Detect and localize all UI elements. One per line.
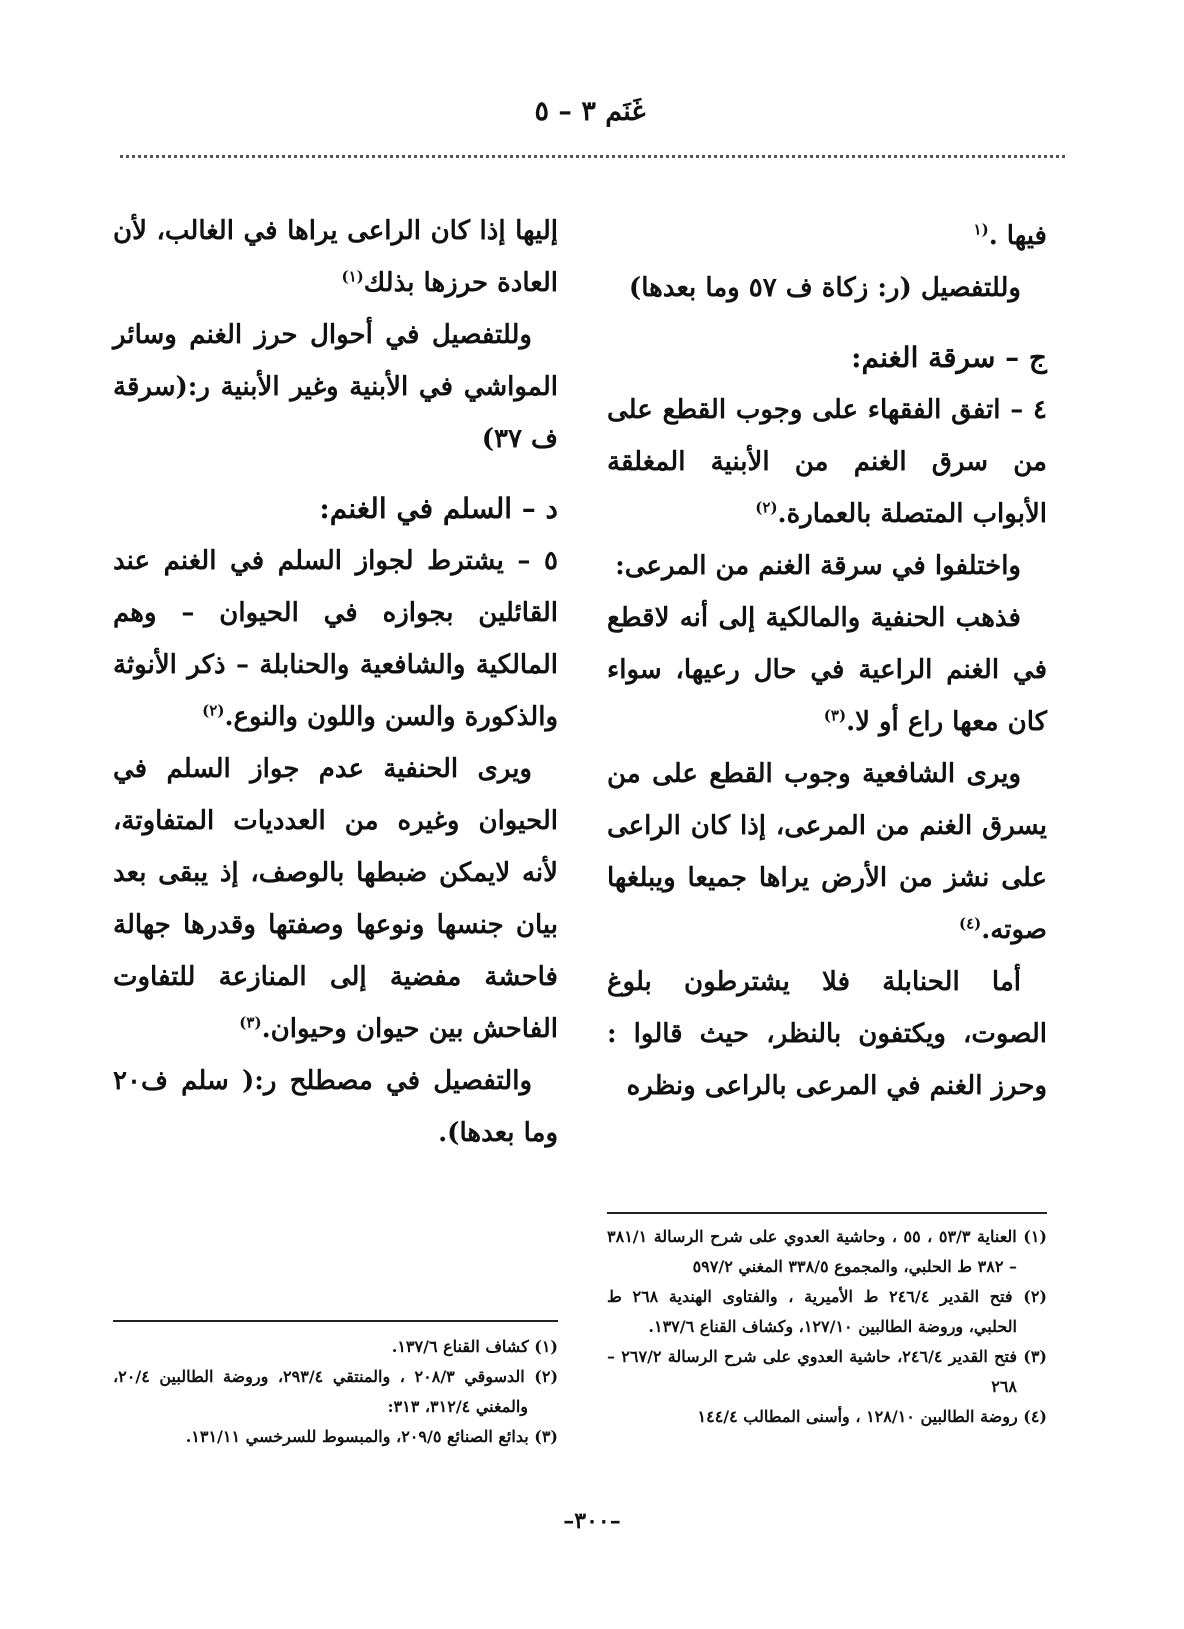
paragraph-text: فذهب الحنفية والمالكية إلى أنه لاقطع في الغنم الراعية في حال رعيها، سواء كان معها راع أو لا.	[607, 603, 1047, 737]
paragraph: أما الحنابلة فلا يشترطون بلوغ الصوت، ويكتفون بالنظر، حيث قالوا : وحرز الغنم في المرعى بالراعى ونظره	[607, 967, 1047, 1101]
paragraph-text: ويرى الحنفية عدم جواز السلم في الحيوان وغيره من العدديات المتفاوتة، لأنه لايمكن ضبطها بالوصف، إذ يبقى بعد بيان جنسها ونوعها وصفتها وقدرها جهالة فاحشة مفضية إلى المنازعة للتفاوت الفاحش بين حيوان وحيوان.	[113, 754, 558, 1044]
section-heading-d: د – السلم في الغنم:	[319, 492, 558, 525]
paragraph	[607, 748, 1047, 956]
footnote-ref: (١)	[341, 267, 364, 286]
footnotes-left	[113, 1332, 558, 1452]
footnote: (٤) روضة الطالبين ١٢٨/١٠ ، وأسنى المطالب ١٤٤/٤	[697, 1407, 1047, 1426]
footnote: (١) كشاف القناع ١٣٧/٦.	[391, 1337, 558, 1356]
footnote: (٣) بدائع الصنائع ٢٠٩/٥، والمبسوط للسرخسي ١٣١/١١.	[185, 1427, 558, 1446]
paragraph	[607, 384, 1047, 540]
footnote-ref: (٢)	[755, 498, 778, 517]
footnotes-right	[607, 1222, 1047, 1432]
paragraph: وللتفصيل (ر: زكاة ف ٥٧ وما بعدها)	[628, 273, 1021, 303]
footnote-ref: (٣)	[823, 706, 847, 725]
paragraph	[113, 535, 558, 743]
page-number: –٣٠٠–	[563, 1508, 621, 1534]
footnote-ref: (٤)	[958, 914, 982, 933]
paragraph: واختلفوا في سرقة الغنم من المرعى:	[615, 551, 1021, 581]
paragraph	[607, 210, 1047, 262]
paragraph-text: إليها إذا كان الراعى يراها في الغالب، لأن العادة حرزها بذلك	[113, 216, 558, 298]
footnote: (٣) فتح القدير ٢٤٦/٤، حاشية العدوي على شرح الرسالة ٢٦٧/٢ – ٢٦٨	[607, 1347, 1047, 1396]
paragraph-text: فيها .	[988, 221, 1047, 251]
footnote-divider	[113, 1320, 558, 1322]
paragraph: وللتفصيل في أحوال حرز الغنم وسائر المواشي في الأبنية وغير الأبنية ر:(سرقة ف ٣٧)	[113, 320, 558, 454]
paragraph-text: ٤ – اتفق الفقهاء على وجوب القطع على من سرق الغنم من الأبنية المغلقة الأبواب المتصلة بالعمارة.	[607, 395, 1047, 529]
footnote-divider	[607, 1212, 1047, 1214]
footnote-ref: (٣)	[239, 1013, 262, 1032]
footnote-ref: (٢)	[202, 701, 225, 720]
paragraph-text: ٥ – يشترط لجواز السلم في الغنم عند القائلين بجوازه في الحيوان – وهم المالكية والشافعية والحنابلة – ذكر الأنوثة والذكورة والسن واللون والنوع.	[113, 546, 558, 732]
paragraph: والتفصيل في مصطلح ر:( سلم ف٢٠ وما بعدها).	[113, 1066, 558, 1148]
paragraph	[607, 592, 1047, 748]
paragraph	[113, 205, 558, 309]
header-divider	[120, 155, 1065, 158]
left-column	[113, 205, 558, 1159]
page-header: غَنَم ٣ – ٥	[534, 96, 646, 127]
footnote: (١) العناية ٥٣/٣ ، ٥٥ ، وحاشية العدوي على شرح الرسالة ٣٨١/١ – ٣٨٢ ط الحلبي، والمجموع ٣٣٨/٥ المغني ٥٩٧/٢	[607, 1227, 1047, 1276]
paragraph-text: ويرى الشافعية وجوب القطع على من يسرق الغنم من المرعى، إذا كان الراعى على نشز من الأرض يراها جميعا ويبلغها صوته.	[607, 759, 1047, 945]
footnote: (٢) فتح القدير ٢٤٦/٤ ط الأميرية ، والفتاوى الهندية ٢٦٨ ط الحلبي، وروضة الطالبين ١٢٧/١٠، وكشاف القناع ١٣٧/٦.	[607, 1287, 1047, 1336]
footnote: (٢) الدسوقي ٢٠٨/٣ ، والمنتقي ٢٩٣/٤، وروضة الطالبين ٢٠/٤، والمغني ٣١٢/٤، ٣١٣:	[113, 1367, 559, 1416]
footnote-ref: (١	[973, 220, 989, 239]
section-heading-c: ج – سرقة الغنم:	[851, 341, 1047, 374]
paragraph	[113, 743, 558, 1055]
right-column	[607, 210, 1047, 1112]
